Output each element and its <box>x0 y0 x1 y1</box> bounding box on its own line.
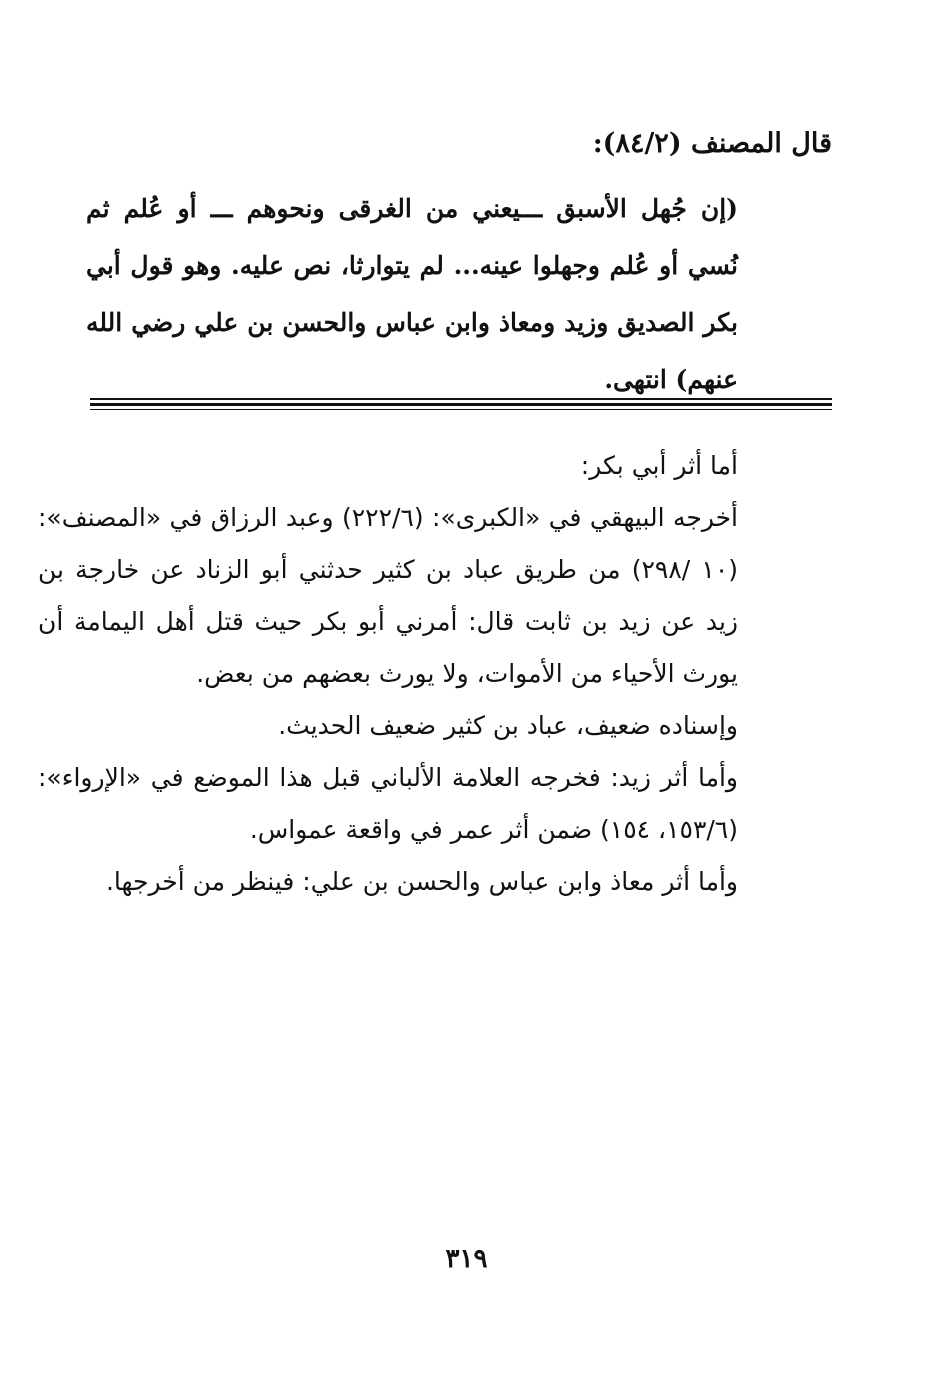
separator-line <box>90 409 832 410</box>
commentary <box>38 440 739 908</box>
commentary-paragraph: أخرجه البيهقي في «الكبرى»: (٢٢٢/٦) وعبد الرزاق في «المصنف»: (١٠ /٢٩٨) من طريق عباد بن كثير حدثني أبو الزناد عن خارجة بن زيد عن زيد بن ثابت قال: أمرني أبو بكر حيث قتل أهل اليمامة أن يورث الأحياء من الأموات، ولا يورث بعضهم من بعض. <box>38 503 739 688</box>
quote-heading: قال المصنف (٨٤/٢): <box>592 128 832 159</box>
commentary-paragraph: وإسناده ضعيف، عباد بن كثير ضعيف الحديث. <box>278 711 738 740</box>
commentary-paragraph: وأما أثر معاذ وابن عباس والحسن بن علي: فينظر من أخرجها. <box>105 867 738 896</box>
commentary-heading: أما أثر أبي بكر: <box>580 451 738 480</box>
page-number: ٣١٩ <box>445 1244 488 1274</box>
commentary-paragraph: وأما أثر زيد: فخرجه العلامة الألباني قبل هذا الموضع في «الإرواء»: (١٥٣/٦، ١٥٤) ضمن أثر عمر في واقعة عمواس. <box>38 763 738 844</box>
quoted-text <box>86 180 738 408</box>
separator-line <box>90 398 832 400</box>
separator-line <box>90 403 832 406</box>
quoted-paragraph: (إن جُهل الأسبق ـــيعني من الغرقى ونحوهم ـــ أو عُلم ثم نُسي أو عُلم وجهلوا عينه... لم يتوارثا، نص عليه. وهو قول أبي بكر الصديق وزيد ومعاذ وابن عباس والحسن بن علي رضي الله عنهم) انتهى. <box>86 194 738 394</box>
